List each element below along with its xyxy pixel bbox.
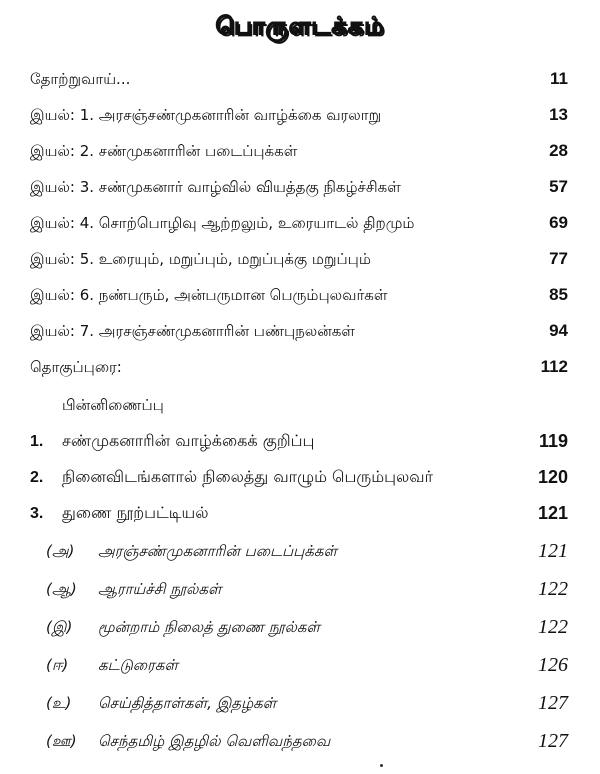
appendix-entry-label: நினைவிடங்களால் நிலைத்து வாழும் பெரும்புலவர் xyxy=(62,467,433,486)
toc-entry xyxy=(0,278,600,312)
toc-entry-page: 28 xyxy=(549,141,568,160)
toc-entry xyxy=(0,134,600,168)
toc-entry-page: 11 xyxy=(550,69,568,88)
appendix-heading-row xyxy=(0,388,600,422)
toc-entry-label: இயல்: 3. சண்முகனார் வாழ்வில் வியத்தகு நிகழ்ச்சிகள் xyxy=(30,178,401,196)
toc-entry xyxy=(0,206,600,240)
sub-entry-marker: (ஈ) xyxy=(46,656,69,674)
appendix-entry-number: 3. xyxy=(30,505,44,522)
sub-entry xyxy=(0,724,600,758)
appendix-entry xyxy=(0,496,600,530)
sub-entry xyxy=(0,648,600,682)
appendix-entry xyxy=(0,460,600,494)
sub-entry-marker: (இ) xyxy=(46,618,73,636)
appendix-heading: பின்னிணைப்பு xyxy=(62,396,164,414)
sub-entry xyxy=(0,686,600,720)
appendix-entry-number: 2. xyxy=(30,469,44,486)
toc-entry-label: இயல்: 4. சொற்பொழிவு ஆற்றலும், உரையாடல் திறமும் xyxy=(30,214,415,232)
sub-entry-label: செந்தமிழ் இதழில் வெளிவந்தவை xyxy=(98,732,331,750)
toc-entry-label: இயல்: 6. நண்பரும், அன்பருமான பெரும்புலவர்கள் xyxy=(30,286,388,304)
sub-entry-page: 121 xyxy=(538,540,568,562)
appendix-entry-page: 119 xyxy=(538,431,568,451)
sub-entry xyxy=(0,610,600,644)
sub-entry-page: 122 xyxy=(538,616,568,638)
appendix-entry-page: 121 xyxy=(537,503,568,523)
sub-entry-label: ஆராய்ச்சி நூல்கள் xyxy=(98,580,222,598)
toc-entry-label: இயல்: 1. அரசஞ்சண்முகனாரின் வாழ்க்கை வரலாறு xyxy=(30,106,382,124)
toc-entry-page: 94 xyxy=(549,321,568,340)
sub-entry-label: அரஞ்சண்முகனாரின் படைப்புக்கள் xyxy=(98,542,338,560)
sub-entry xyxy=(0,572,600,606)
sub-entry-label: மூன்றாம் நிலைத் துணை நூல்கள் xyxy=(98,618,321,636)
toc-entry xyxy=(0,98,600,132)
sub-entry-label: கட்டுரைகள் xyxy=(98,656,178,674)
sub-entry-page: 126 xyxy=(538,654,568,676)
toc-entry-page: 77 xyxy=(549,249,568,268)
sub-entry-marker: (உ) xyxy=(46,694,72,712)
toc-entry-label: இயல்: 2. சண்முகனாரின் படைப்புக்கள் xyxy=(30,142,298,160)
toc-entry-page: 85 xyxy=(549,285,568,304)
sub-entry-marker: (ஊ) xyxy=(46,732,77,750)
sub-entry-marker: (அ) xyxy=(46,542,75,560)
toc-entry-page: 13 xyxy=(549,105,568,124)
toc-entry-label: இயல்: 5. உரையும், மறுப்பும், மறுப்புக்கு மறுப்பும் xyxy=(30,250,371,268)
appendix-entry xyxy=(0,424,600,458)
appendix-entry-number: 1. xyxy=(30,433,44,450)
toc-entry-page: 69 xyxy=(549,213,568,232)
toc-entry xyxy=(0,314,600,348)
appendix-entry-label: துணை நூற்பட்டியல் xyxy=(62,503,209,522)
sub-entry-page: 127 xyxy=(538,692,568,714)
sub-entry-marker: (ஆ) xyxy=(46,580,77,598)
sub-entry xyxy=(0,534,600,568)
toc-entry-page: 112 xyxy=(540,357,568,376)
toc-entry xyxy=(0,350,600,384)
toc-entry-page: 57 xyxy=(549,177,568,196)
toc-entry xyxy=(0,242,600,276)
toc-entry-label: இயல்: 7. அரசஞ்சண்முகனாரின் பண்புநலன்கள் xyxy=(30,322,355,340)
toc-entry-label: தொகுப்புரை: xyxy=(30,358,122,376)
toc-entry xyxy=(0,62,600,96)
print-speck xyxy=(380,764,383,767)
toc-entry-label: தோற்றுவாய்... xyxy=(30,70,131,88)
sub-entry-page: 122 xyxy=(538,578,568,600)
page-title: பொருளடக்கம் xyxy=(215,12,385,40)
appendix-entry-page: 120 xyxy=(537,467,568,487)
sub-entry-label: செய்தித்தாள்கள், இதழ்கள் xyxy=(98,694,277,712)
toc-entry xyxy=(0,170,600,204)
appendix-entry-label: சண்முகனாரின் வாழ்க்கைக் குறிப்பு xyxy=(62,431,315,450)
sub-entry-page: 127 xyxy=(538,730,568,752)
